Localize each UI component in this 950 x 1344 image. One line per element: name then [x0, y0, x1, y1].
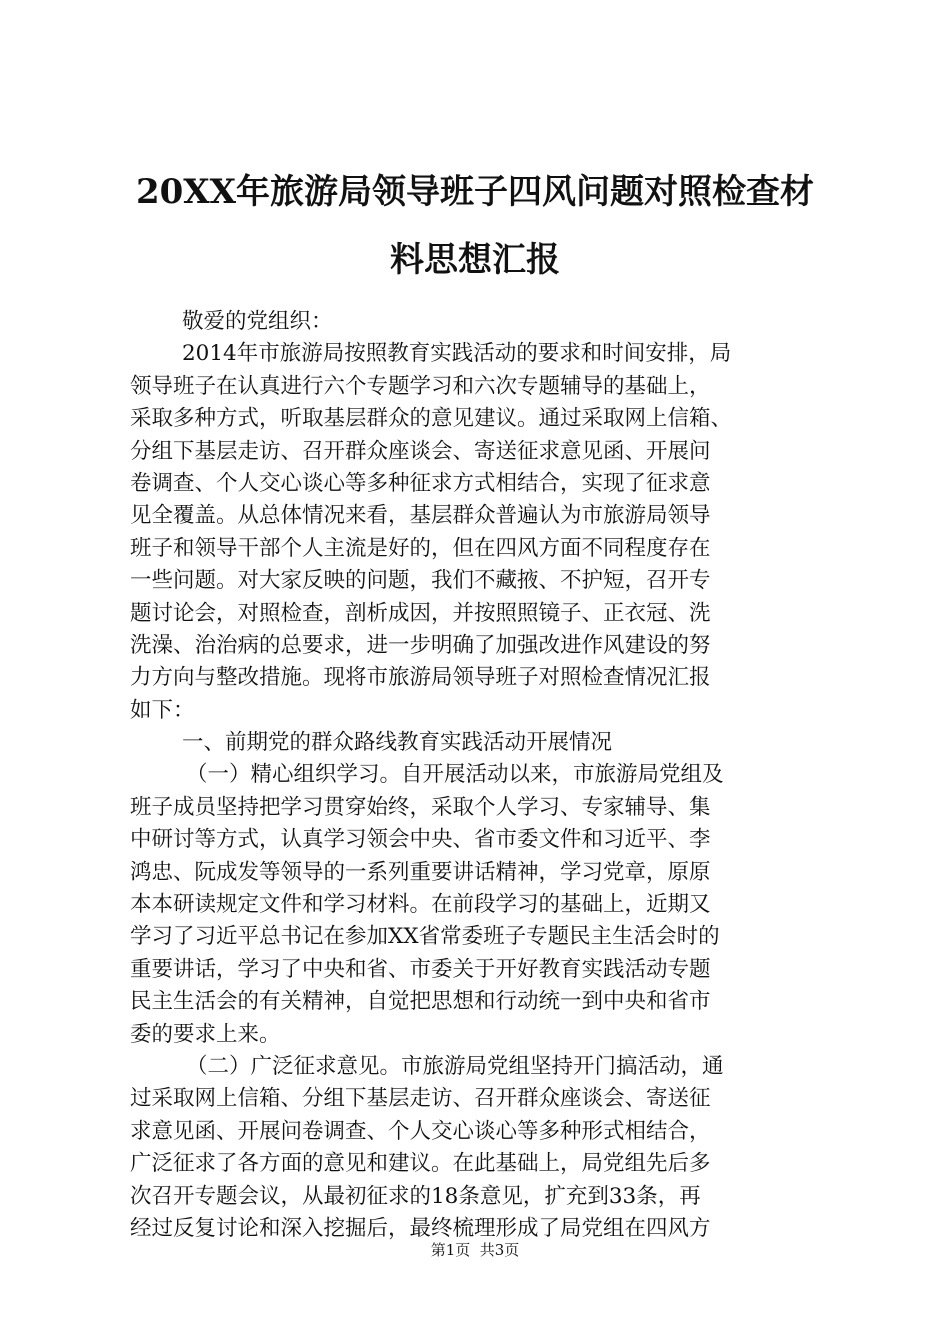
salutation: [130, 306, 830, 338]
paragraph-line: 2014年市旅游局按照教育实践活动的要求和时间安排，局: [182, 341, 732, 367]
paragraph-line: 领导班子在认真进行六个专题学习和六次专题辅导的基础上，: [130, 373, 711, 399]
paragraph-line: （二）广泛征求意见。市旅游局党组坚持开门搞活动，通: [186, 1053, 724, 1079]
title-line: 20XX年旅游局领导班子四风问题对照检查材: [135, 172, 815, 212]
paragraph: [130, 338, 830, 727]
paragraph-line: 经过反复讨论和深入挖掘后，最终梳理形成了局党组在四风方: [130, 1215, 711, 1241]
salutation-text: 敬爱的党组织：: [182, 309, 333, 334]
paragraph-line: 过采取网上信箱、分组下基层走访、召开群众座谈会、寄送征: [130, 1086, 711, 1112]
paragraph-line: 民主生活会的有关精神，自觉把思想和行动统一到中央和省市: [130, 989, 711, 1015]
paragraph-line: 班子和领导干部个人主流是好的，但在四风方面不同程度存在: [130, 535, 711, 561]
title-line: 料思想汇报: [390, 240, 560, 280]
paragraph-line: 见全覆盖。从总体情况来看，基层群众普遍认为市旅游局领导: [130, 503, 711, 529]
paragraph-line: 一、前期党的群众路线教育实践活动开展情况: [182, 730, 613, 756]
document-body: [130, 306, 830, 1245]
paragraph-line: 洗澡、治治病的总要求，进一步明确了加强改进作风建设的努: [130, 632, 711, 658]
page-number: 第1页 共3页: [430, 1241, 520, 1259]
paragraph-line: 中研讨等方式，认真学习领会中央、省市委文件和习近平、李: [130, 827, 711, 853]
paragraph-line: （一）精心组织学习。自开展活动以来，市旅游局党组及: [186, 762, 724, 788]
paragraph-line: 题讨论会，对照检查，剖析成因，并按照照镜子、正衣冠、洗: [130, 600, 711, 626]
paragraph-line: 本本研读规定文件和学习材料。在前段学习的基础上，近期又: [130, 892, 711, 918]
paragraph-line: 一些问题。对大家反映的问题，我们不藏掖、不护短，召开专: [130, 568, 711, 594]
paragraph: [130, 1051, 830, 1245]
paragraph-line: 卷调查、个人交心谈心等多种征求方式相结合，实现了征求意: [130, 470, 711, 496]
document-title: [95, 158, 855, 294]
paragraph-line: 重要讲话，学习了中央和省、市委关于开好教育实践活动专题: [130, 956, 711, 982]
paragraph-line: 如下：: [130, 697, 195, 723]
paragraph-line: 力方向与整改措施。现将市旅游局领导班子对照检查情况汇报: [130, 665, 711, 691]
paragraph-line: 班子成员坚持把学习贯穿始终，采取个人学习、专家辅导、集: [130, 794, 711, 820]
paragraph-line: 广泛征求了各方面的意见和建议。在此基础上，局党组先后多: [130, 1151, 711, 1177]
paragraph: [130, 759, 830, 1051]
paragraph-line: 学习了习近平总书记在参加XX省常委班子专题民主生活会时的: [130, 924, 720, 950]
page-footer: [0, 1240, 950, 1260]
paragraph-line: 鸿忠、阮成发等领导的一系列重要讲话精神，学习党章，原原: [130, 859, 711, 885]
paragraph-line: 分组下基层走访、召开群众座谈会、寄送征求意见函、开展问: [130, 438, 711, 464]
paragraph-line: 求意见函、开展问卷调查、个人交心谈心等多种形式相结合，: [130, 1118, 711, 1144]
paragraph: [130, 727, 830, 759]
paragraph-line: 委的要求上来。: [130, 1021, 281, 1047]
paragraph-line: 采取多种方式，听取基层群众的意见建议。通过采取网上信箱、: [130, 406, 733, 432]
paragraph-line: 次召开专题会议，从最初征求的18条意见，扩充到33条，再: [130, 1183, 701, 1209]
